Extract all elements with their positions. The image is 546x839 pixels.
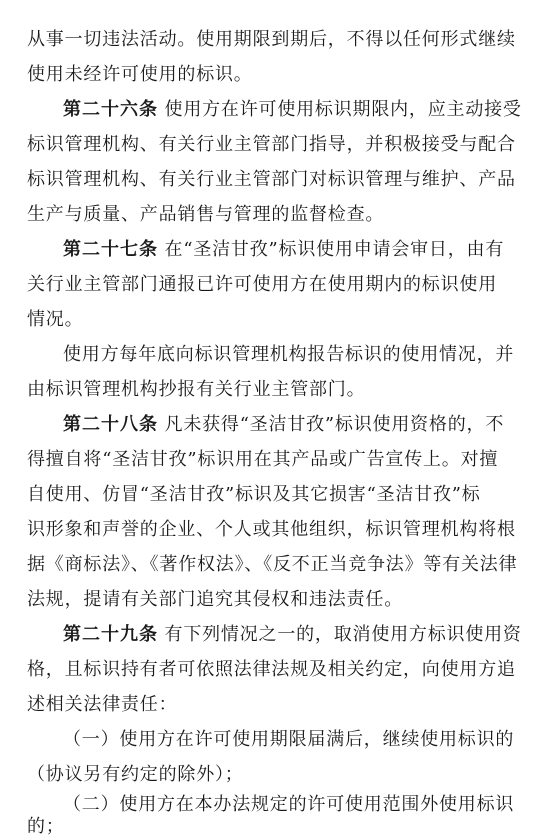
text-line: 据《商标法》、《著作权法》、《反不正当竞争法》等有关法律 xyxy=(27,554,518,575)
text-line: 由标识管理机构抄报有关行业主管部门。 xyxy=(27,379,366,400)
text-line: 使用未经许可使用的标识。 xyxy=(27,64,253,85)
article-28-heading xyxy=(63,413,504,437)
text-line: 标识管理机构、有关行业主管部门指导，并积极接受与配合 xyxy=(27,134,516,155)
text-line: 标识管理机构、有关行业主管部门对标识管理与维护、产品 xyxy=(27,169,516,190)
text-span: 有下列情况之一的，取消使用方标识使用资 xyxy=(158,624,522,645)
text-line: 关行业主管部门通报已许可使用方在使用期内的标识使用 xyxy=(27,274,497,295)
text-line: 从事一切违法活动。使用期限到期后，不得以任何形式继续 xyxy=(27,29,516,50)
text-span: 使用方在许可使用标识期限内，应主动接受 xyxy=(158,99,522,120)
article-29-heading xyxy=(63,623,522,647)
article-title: 第二十九条 xyxy=(63,624,158,645)
list-item-text: （协议另有约定的除外）； xyxy=(27,764,244,785)
article-26-heading xyxy=(63,98,522,122)
text-line: 情况。 xyxy=(27,309,84,330)
text-line: 格，且标识持有者可依照法律法规及相关约定，向使用方追 xyxy=(27,659,516,680)
text-line: 自使用、仿冒“圣洁甘孜”标识及其它损害“圣洁甘孜”标 xyxy=(27,484,481,505)
text-line: 得擅自将“圣洁甘孜”标识用在其产品或广告宣传上。对擅 xyxy=(27,449,499,470)
article-title: 第二十七条 xyxy=(63,239,158,260)
text-line: 生产与质量、产品销售与管理的监督检查。 xyxy=(27,204,385,225)
article-27-heading xyxy=(63,238,504,262)
list-item-text: （二）使用方在本办法规定的许可使用范围外使用标识 xyxy=(63,794,515,815)
text-span: 在“圣洁甘孜”标识使用申请会审日，由有 xyxy=(158,239,505,260)
list-item-text: （一）使用方在许可使用期限届满后，继续使用标识的 xyxy=(63,729,515,750)
text-line: 识形象和声誉的企业、个人或其他组织，标识管理机构将根 xyxy=(27,519,516,540)
article-title: 第二十六条 xyxy=(63,99,158,120)
text-span: 凡未获得“圣洁甘孜”标识使用资格的，不 xyxy=(158,414,505,435)
text-line: 使用方每年底向标识管理机构报告标识的使用情况，并 xyxy=(63,344,515,365)
text-line: 法规，提请有关部门追究其侵权和违法责任。 xyxy=(27,589,403,610)
text-line: 述相关法律责任： xyxy=(27,694,178,715)
article-title: 第二十八条 xyxy=(63,414,158,435)
list-item-text: 的； xyxy=(27,816,65,837)
